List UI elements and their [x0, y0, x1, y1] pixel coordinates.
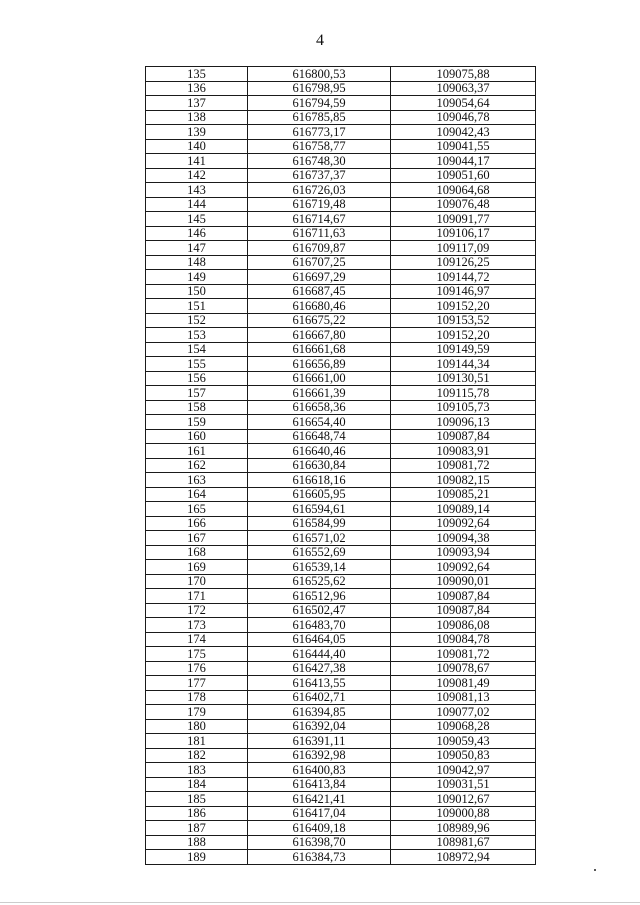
point-number-cell: 141 — [146, 154, 248, 169]
y-coordinate-cell: 109078,67 — [391, 661, 536, 676]
table-row — [146, 603, 536, 618]
y-coordinate-cell: 109012,67 — [391, 792, 536, 807]
y-coordinate-cell: 109000,88 — [391, 806, 536, 821]
y-coordinate-cell: 109046,78 — [391, 110, 536, 125]
y-coordinate-cell: 109152,20 — [391, 328, 536, 343]
y-coordinate-cell: 109050,83 — [391, 748, 536, 763]
y-coordinate-cell: 109081,72 — [391, 647, 536, 662]
x-coordinate-cell: 616748,30 — [248, 154, 391, 169]
point-number-cell: 186 — [146, 806, 248, 821]
x-coordinate-cell: 616654,40 — [248, 415, 391, 430]
x-coordinate-cell: 616726,03 — [248, 183, 391, 198]
y-coordinate-cell: 109115,78 — [391, 386, 536, 401]
table-row — [146, 125, 536, 140]
point-number-cell: 184 — [146, 777, 248, 792]
table-row — [146, 154, 536, 169]
point-number-cell: 188 — [146, 835, 248, 850]
y-coordinate-cell: 109130,51 — [391, 371, 536, 386]
y-coordinate-cell: 109085,21 — [391, 487, 536, 502]
point-number-cell: 149 — [146, 270, 248, 285]
table-row — [146, 81, 536, 96]
table-row — [146, 473, 536, 488]
y-coordinate-cell: 109144,72 — [391, 270, 536, 285]
y-coordinate-cell: 109051,60 — [391, 168, 536, 183]
x-coordinate-cell: 616630,84 — [248, 458, 391, 473]
x-coordinate-cell: 616502,47 — [248, 603, 391, 618]
x-coordinate-cell: 616656,89 — [248, 357, 391, 372]
coordinates-table-body — [146, 67, 536, 865]
table-row — [146, 67, 536, 82]
y-coordinate-cell: 109076,48 — [391, 197, 536, 212]
y-coordinate-cell: 109096,13 — [391, 415, 536, 430]
x-coordinate-cell: 616483,70 — [248, 618, 391, 633]
point-number-cell: 150 — [146, 284, 248, 299]
table-row — [146, 676, 536, 691]
point-number-cell: 152 — [146, 313, 248, 328]
table-row — [146, 835, 536, 850]
point-number-cell: 179 — [146, 705, 248, 720]
x-coordinate-cell: 616409,18 — [248, 821, 391, 836]
table-row — [146, 647, 536, 662]
table-row — [146, 792, 536, 807]
table-row — [146, 560, 536, 575]
y-coordinate-cell: 108981,67 — [391, 835, 536, 850]
point-number-cell: 144 — [146, 197, 248, 212]
table-row — [146, 690, 536, 705]
point-number-cell: 183 — [146, 763, 248, 778]
table-row — [146, 270, 536, 285]
point-number-cell: 185 — [146, 792, 248, 807]
x-coordinate-cell: 616539,14 — [248, 560, 391, 575]
table-row — [146, 806, 536, 821]
table-row — [146, 241, 536, 256]
x-coordinate-cell: 616758,77 — [248, 139, 391, 154]
x-coordinate-cell: 616525,62 — [248, 574, 391, 589]
x-coordinate-cell: 616658,36 — [248, 400, 391, 415]
x-coordinate-cell: 616427,38 — [248, 661, 391, 676]
table-row — [146, 705, 536, 720]
point-number-cell: 156 — [146, 371, 248, 386]
y-coordinate-cell: 109041,55 — [391, 139, 536, 154]
table-row — [146, 516, 536, 531]
x-coordinate-cell: 616661,68 — [248, 342, 391, 357]
y-coordinate-cell: 109075,88 — [391, 67, 536, 82]
table-row — [146, 545, 536, 560]
table-row — [146, 531, 536, 546]
table-row — [146, 632, 536, 647]
table-row — [146, 429, 536, 444]
x-coordinate-cell: 616697,29 — [248, 270, 391, 285]
x-coordinate-cell: 616648,74 — [248, 429, 391, 444]
table-row — [146, 255, 536, 270]
table-row — [146, 458, 536, 473]
point-number-cell: 182 — [146, 748, 248, 763]
x-coordinate-cell: 616737,37 — [248, 168, 391, 183]
x-coordinate-cell: 616571,02 — [248, 531, 391, 546]
y-coordinate-cell: 109081,72 — [391, 458, 536, 473]
y-coordinate-cell: 109093,94 — [391, 545, 536, 560]
point-number-cell: 159 — [146, 415, 248, 430]
table-row — [146, 850, 536, 865]
y-coordinate-cell: 109087,84 — [391, 429, 536, 444]
point-number-cell: 180 — [146, 719, 248, 734]
y-coordinate-cell: 109084,78 — [391, 632, 536, 647]
x-coordinate-cell: 616675,22 — [248, 313, 391, 328]
point-number-cell: 181 — [146, 734, 248, 749]
x-coordinate-cell: 616391,11 — [248, 734, 391, 749]
table-row — [146, 226, 536, 241]
y-coordinate-cell: 108989,96 — [391, 821, 536, 836]
point-number-cell: 168 — [146, 545, 248, 560]
table-row — [146, 168, 536, 183]
point-number-cell: 189 — [146, 850, 248, 865]
y-coordinate-cell: 109087,84 — [391, 589, 536, 604]
point-number-cell: 140 — [146, 139, 248, 154]
point-number-cell: 170 — [146, 574, 248, 589]
y-coordinate-cell: 109094,38 — [391, 531, 536, 546]
point-number-cell: 161 — [146, 444, 248, 459]
y-coordinate-cell: 109144,34 — [391, 357, 536, 372]
x-coordinate-cell: 616719,48 — [248, 197, 391, 212]
x-coordinate-cell: 616680,46 — [248, 299, 391, 314]
point-number-cell: 148 — [146, 255, 248, 270]
table-row — [146, 777, 536, 792]
x-coordinate-cell: 616384,73 — [248, 850, 391, 865]
x-coordinate-cell: 616798,95 — [248, 81, 391, 96]
y-coordinate-cell: 109054,64 — [391, 96, 536, 111]
coordinates-table — [145, 66, 536, 865]
point-number-cell: 142 — [146, 168, 248, 183]
table-row — [146, 386, 536, 401]
x-coordinate-cell: 616413,55 — [248, 676, 391, 691]
table-row — [146, 574, 536, 589]
x-coordinate-cell: 616421,41 — [248, 792, 391, 807]
x-coordinate-cell: 616785,85 — [248, 110, 391, 125]
table-row — [146, 371, 536, 386]
x-coordinate-cell: 616394,85 — [248, 705, 391, 720]
page-number: 4 — [316, 32, 324, 49]
y-coordinate-cell: 109126,25 — [391, 255, 536, 270]
y-coordinate-cell: 109059,43 — [391, 734, 536, 749]
x-coordinate-cell: 616794,59 — [248, 96, 391, 111]
x-coordinate-cell: 616398,70 — [248, 835, 391, 850]
y-coordinate-cell: 109105,73 — [391, 400, 536, 415]
table-row — [146, 342, 536, 357]
x-coordinate-cell: 616392,04 — [248, 719, 391, 734]
y-coordinate-cell: 108972,94 — [391, 850, 536, 865]
table-row — [146, 748, 536, 763]
point-number-cell: 135 — [146, 67, 248, 82]
scan-speck — [594, 869, 596, 871]
x-coordinate-cell: 616584,99 — [248, 516, 391, 531]
y-coordinate-cell: 109146,97 — [391, 284, 536, 299]
x-coordinate-cell: 616464,05 — [248, 632, 391, 647]
point-number-cell: 172 — [146, 603, 248, 618]
y-coordinate-cell: 109117,09 — [391, 241, 536, 256]
x-coordinate-cell: 616667,80 — [248, 328, 391, 343]
x-coordinate-cell: 616773,17 — [248, 125, 391, 140]
y-coordinate-cell: 109068,28 — [391, 719, 536, 734]
point-number-cell: 177 — [146, 676, 248, 691]
y-coordinate-cell: 109090,01 — [391, 574, 536, 589]
y-coordinate-cell: 109063,37 — [391, 81, 536, 96]
point-number-cell: 162 — [146, 458, 248, 473]
point-number-cell: 138 — [146, 110, 248, 125]
y-coordinate-cell: 109091,77 — [391, 212, 536, 227]
y-coordinate-cell: 109092,64 — [391, 560, 536, 575]
x-coordinate-cell: 616512,96 — [248, 589, 391, 604]
table-row — [146, 734, 536, 749]
x-coordinate-cell: 616605,95 — [248, 487, 391, 502]
point-number-cell: 155 — [146, 357, 248, 372]
y-coordinate-cell: 109042,97 — [391, 763, 536, 778]
table-row — [146, 719, 536, 734]
point-number-cell: 147 — [146, 241, 248, 256]
table-row — [146, 444, 536, 459]
point-number-cell: 174 — [146, 632, 248, 647]
point-number-cell: 143 — [146, 183, 248, 198]
table-row — [146, 502, 536, 517]
y-coordinate-cell: 109044,17 — [391, 154, 536, 169]
y-coordinate-cell: 109064,68 — [391, 183, 536, 198]
point-number-cell: 158 — [146, 400, 248, 415]
point-number-cell: 171 — [146, 589, 248, 604]
y-coordinate-cell: 109082,15 — [391, 473, 536, 488]
table-row — [146, 299, 536, 314]
x-coordinate-cell: 616687,45 — [248, 284, 391, 299]
scan-edge-line — [0, 902, 640, 903]
x-coordinate-cell: 616709,87 — [248, 241, 391, 256]
point-number-cell: 169 — [146, 560, 248, 575]
y-coordinate-cell: 109149,59 — [391, 342, 536, 357]
point-number-cell: 137 — [146, 96, 248, 111]
x-coordinate-cell: 616661,39 — [248, 386, 391, 401]
table-row — [146, 183, 536, 198]
table-row — [146, 212, 536, 227]
table-row — [146, 821, 536, 836]
point-number-cell: 146 — [146, 226, 248, 241]
point-number-cell: 167 — [146, 531, 248, 546]
x-coordinate-cell: 616618,16 — [248, 473, 391, 488]
table-row — [146, 139, 536, 154]
table-row — [146, 197, 536, 212]
y-coordinate-cell: 109081,49 — [391, 676, 536, 691]
point-number-cell: 165 — [146, 502, 248, 517]
x-coordinate-cell: 616661,00 — [248, 371, 391, 386]
table-row — [146, 661, 536, 676]
y-coordinate-cell: 109031,51 — [391, 777, 536, 792]
y-coordinate-cell: 109092,64 — [391, 516, 536, 531]
table-row — [146, 589, 536, 604]
point-number-cell: 151 — [146, 299, 248, 314]
point-number-cell: 187 — [146, 821, 248, 836]
x-coordinate-cell: 616444,40 — [248, 647, 391, 662]
y-coordinate-cell: 109083,91 — [391, 444, 536, 459]
y-coordinate-cell: 109089,14 — [391, 502, 536, 517]
table-row — [146, 96, 536, 111]
table-row — [146, 618, 536, 633]
point-number-cell: 166 — [146, 516, 248, 531]
point-number-cell: 154 — [146, 342, 248, 357]
point-number-cell: 139 — [146, 125, 248, 140]
point-number-cell: 160 — [146, 429, 248, 444]
point-number-cell: 164 — [146, 487, 248, 502]
x-coordinate-cell: 616594,61 — [248, 502, 391, 517]
y-coordinate-cell: 109153,52 — [391, 313, 536, 328]
point-number-cell: 173 — [146, 618, 248, 633]
y-coordinate-cell: 109077,02 — [391, 705, 536, 720]
table-row — [146, 487, 536, 502]
x-coordinate-cell: 616711,63 — [248, 226, 391, 241]
x-coordinate-cell: 616417,04 — [248, 806, 391, 821]
x-coordinate-cell: 616640,46 — [248, 444, 391, 459]
y-coordinate-cell: 109106,17 — [391, 226, 536, 241]
x-coordinate-cell: 616413,84 — [248, 777, 391, 792]
x-coordinate-cell: 616707,25 — [248, 255, 391, 270]
table-row — [146, 400, 536, 415]
y-coordinate-cell: 109086,08 — [391, 618, 536, 633]
table-row — [146, 415, 536, 430]
table-row — [146, 357, 536, 372]
point-number-cell: 163 — [146, 473, 248, 488]
y-coordinate-cell: 109152,20 — [391, 299, 536, 314]
table-row — [146, 313, 536, 328]
point-number-cell: 157 — [146, 386, 248, 401]
table-row — [146, 284, 536, 299]
point-number-cell: 176 — [146, 661, 248, 676]
x-coordinate-cell: 616552,69 — [248, 545, 391, 560]
table-row — [146, 328, 536, 343]
x-coordinate-cell: 616800,53 — [248, 67, 391, 82]
point-number-cell: 178 — [146, 690, 248, 705]
point-number-cell: 145 — [146, 212, 248, 227]
y-coordinate-cell: 109042,43 — [391, 125, 536, 140]
x-coordinate-cell: 616392,98 — [248, 748, 391, 763]
x-coordinate-cell: 616400,83 — [248, 763, 391, 778]
point-number-cell: 136 — [146, 81, 248, 96]
x-coordinate-cell: 616714,67 — [248, 212, 391, 227]
table-row — [146, 763, 536, 778]
point-number-cell: 153 — [146, 328, 248, 343]
point-number-cell: 175 — [146, 647, 248, 662]
x-coordinate-cell: 616402,71 — [248, 690, 391, 705]
y-coordinate-cell: 109087,84 — [391, 603, 536, 618]
table-row — [146, 110, 536, 125]
y-coordinate-cell: 109081,13 — [391, 690, 536, 705]
